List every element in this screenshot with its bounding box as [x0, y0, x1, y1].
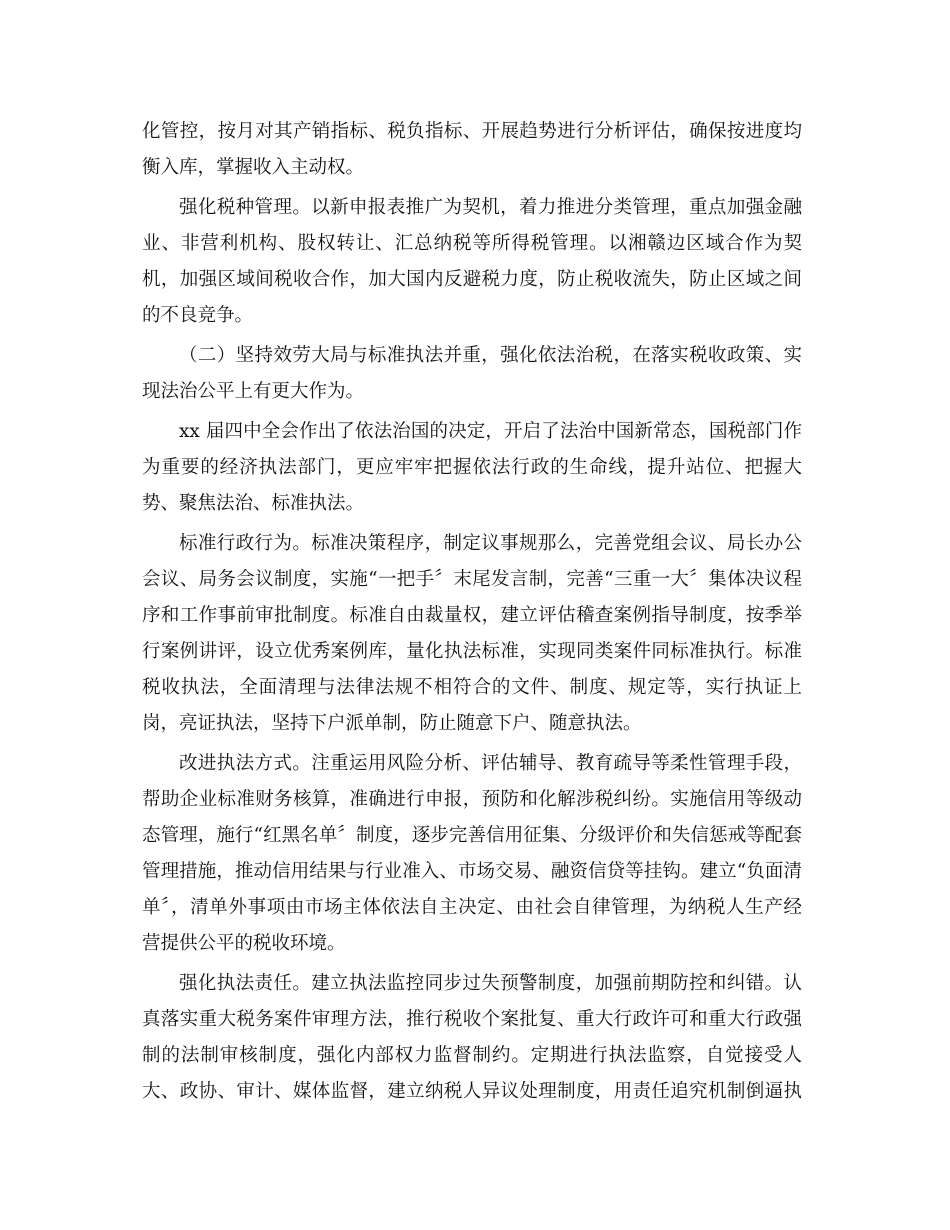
text-line: 强化税种管理。以新申报表推广为契机，着力推进分类管理，重点加强金融	[179, 197, 802, 218]
paragraph	[142, 526, 802, 742]
text-line: 营提供公平的税收环境。	[142, 933, 346, 954]
text-line: xx 届四中全会作出了依法治国的决定，开启了法治中国新常态，国税部门作	[179, 421, 802, 442]
text-line: 税收执法，全面清理与法律法规不相符合的文件、制度、规定等，实行执证上	[142, 677, 802, 698]
text-line: 管理措施，推动信用结果与行业准入、市场交易、融资信贷等挂钩。建立“负面清	[142, 861, 802, 882]
paragraph	[142, 114, 802, 186]
text-line: 真落实重大税务案件审理方法，推行税收个案批复、重大行政许可和重大行政强	[142, 1009, 802, 1030]
paragraph	[142, 746, 802, 962]
text-line: 制的法制审核制度，强化内部权力监督制约。定期进行执法监察，自觉接受人	[142, 1045, 802, 1066]
text-line: 态管理，施行“红黑名单〞制度，逐步完善信用征集、分级评价和失信惩戒等配套	[142, 825, 802, 846]
text-line: 现法治公平上有更大作为。	[142, 381, 365, 402]
text-line: 帮助企业标准财务核算，准确进行申报，预防和化解涉税纠纷。实施信用等级动	[142, 789, 802, 810]
text-line: 势、聚焦法治、标准执法。	[142, 493, 365, 514]
paragraph	[142, 966, 802, 1110]
paragraph	[142, 414, 802, 522]
text-line: 岗，亮证执法，坚持下户派单制，防止随意下户、随意执法。	[142, 713, 642, 734]
text-line: 标准行政行为。标准决策程序，制定议事规那么，完善党组会议、局长办公	[179, 533, 802, 554]
text-line: 业、非营利机构、股权转让、汇总纳税等所得税管理。以湘赣边区域合作为契	[142, 233, 802, 254]
text-line: 衡入库，掌握收入主动权。	[142, 157, 365, 178]
document-body	[142, 114, 802, 1114]
text-line: 的不良竞争。	[142, 305, 254, 326]
text-line: 行案例讲评，设立优秀案例库，量化执法标准，实现同类案件同标准执行。标准	[142, 641, 802, 662]
text-line: 单〞，清单外事项由市场主体依法自主决定、由社会自律管理，为纳税人生产经	[142, 897, 802, 918]
text-line: （二）坚持效劳大局与标准执法并重，强化依法治税，在落实税收政策、实	[179, 345, 802, 366]
text-line: 会议、局务会议制度，实施“一把手〞末尾发言制，完善“三重一大〞集体决议程	[142, 569, 802, 590]
text-line: 改进执法方式。注重运用风险分析、评估辅导、教育疏导等柔性管理手段，	[179, 753, 802, 774]
text-line: 机，加强区域间税收合作，加大国内反避税力度，防止税收流失，防止区域之间	[142, 269, 802, 290]
text-line: 大、政协、审计、媒体监督，建立纳税人异议处理制度，用责任追究机制倒逼执	[142, 1081, 802, 1102]
text-line: 序和工作事前审批制度。标准自由裁量权，建立评估稽查案例指导制度，按季举	[142, 605, 802, 626]
text-line: 为重要的经济执法部门，更应牢牢把握依法行政的生命线，提升站位、把握大	[142, 457, 802, 478]
paragraph	[142, 190, 802, 334]
text-line: 强化执法责任。建立执法监控同步过失预警制度，加强前期防控和纠错。认	[179, 973, 802, 994]
paragraph	[142, 338, 802, 410]
text-line: 化管控，按月对其产销指标、税负指标、开展趋势进行分析评估，确保按进度均	[142, 121, 802, 142]
